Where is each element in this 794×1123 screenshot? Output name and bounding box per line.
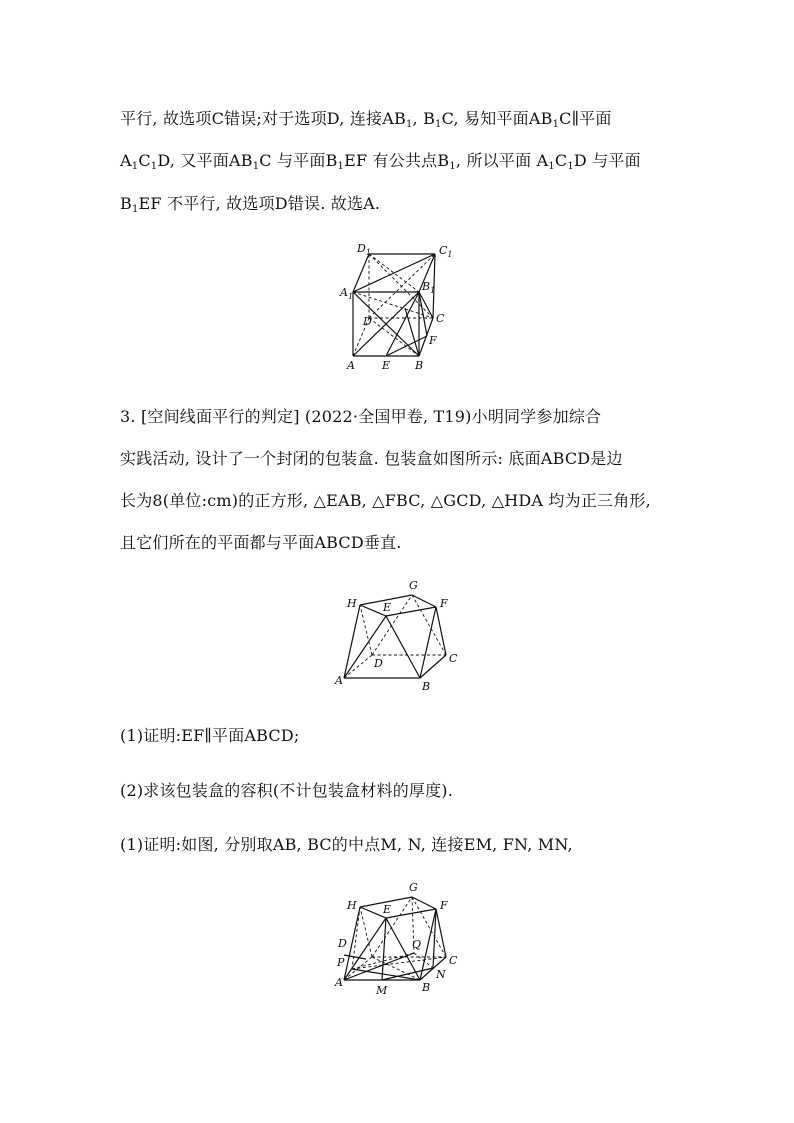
- label-C: C: [436, 312, 445, 325]
- label-H: H: [347, 899, 357, 912]
- problem-3-line-3: 长为8(单位:cm)的正方形, △EAB, △FBC, △GCD, △HDA 均为正三角形,: [120, 491, 651, 510]
- question-1: (1)证明:EF∥平面ABCD;: [120, 726, 300, 745]
- label-G: G: [409, 881, 418, 894]
- label-D: D: [374, 657, 383, 670]
- label-A: A: [335, 674, 343, 687]
- problem-3-line-1: 3. [空间线面平行的判定] (2022·全国甲卷, T19)小明同学参加综合: [120, 407, 602, 426]
- label-M: M: [376, 984, 388, 997]
- answer-1-intro: (1)证明:如图, 分别取AB, BC的中点M, N, 连接EM, FN, MN,: [120, 835, 573, 854]
- box-edges: [344, 595, 446, 678]
- label-F: F: [440, 899, 448, 912]
- label-B1: $B_1$: [422, 280, 436, 295]
- label-B: B: [415, 359, 424, 372]
- label-C: C: [449, 954, 458, 967]
- label-F: F: [440, 597, 448, 610]
- paragraph-line-3: $B_1EF$ 不平行, 故选项D错误. 故选A.: [120, 194, 381, 215]
- label-A1: $A_1$: [340, 286, 354, 301]
- label-G: G: [409, 579, 418, 592]
- cube-edges: [353, 254, 435, 356]
- label-E: E: [383, 903, 392, 916]
- label-Q: Q: [412, 938, 422, 951]
- label-E: E: [382, 359, 391, 372]
- label-D: D: [338, 937, 347, 950]
- label-D1: $D_1$: [357, 242, 371, 257]
- label-A: A: [335, 976, 343, 989]
- label-B: B: [422, 680, 431, 693]
- label-N: N: [436, 968, 446, 981]
- label-A: A: [347, 359, 355, 372]
- paragraph-line-2: $A_1C_1D$, 又平面$AB_1C$ 与平面$B_1EF$ 有公共点$B_1$, 所以平面 $A_1C_1D$ 与平面: [120, 151, 641, 172]
- label-P: P: [337, 956, 345, 969]
- paragraph-line-1: 平行, 故选项C错误;对于选项D, 连接$AB_1$, $B_1C$, 易知平面$AB_1C\parallel$平面: [120, 109, 612, 130]
- label-B: B: [422, 981, 431, 994]
- label-H: H: [347, 597, 357, 610]
- problem-3-line-2: 实践活动, 设计了一个封闭的包装盒. 包装盒如图所示: 底面ABCD是边: [120, 449, 623, 468]
- box-midpoint-figure: [330, 877, 470, 1002]
- cube-figure: [335, 238, 465, 378]
- label-C1: $C_1$: [439, 244, 453, 259]
- problem-3-line-4: 且它们所在的平面都与平面ABCD垂直.: [120, 533, 402, 552]
- box-figure: [330, 575, 470, 695]
- label-F: F: [429, 334, 437, 347]
- question-2: (2)求该包装盒的容积(不计包装盒材料的厚度).: [120, 781, 454, 800]
- label-C: C: [449, 652, 458, 665]
- label-D: D: [363, 315, 372, 328]
- label-E: E: [383, 601, 392, 614]
